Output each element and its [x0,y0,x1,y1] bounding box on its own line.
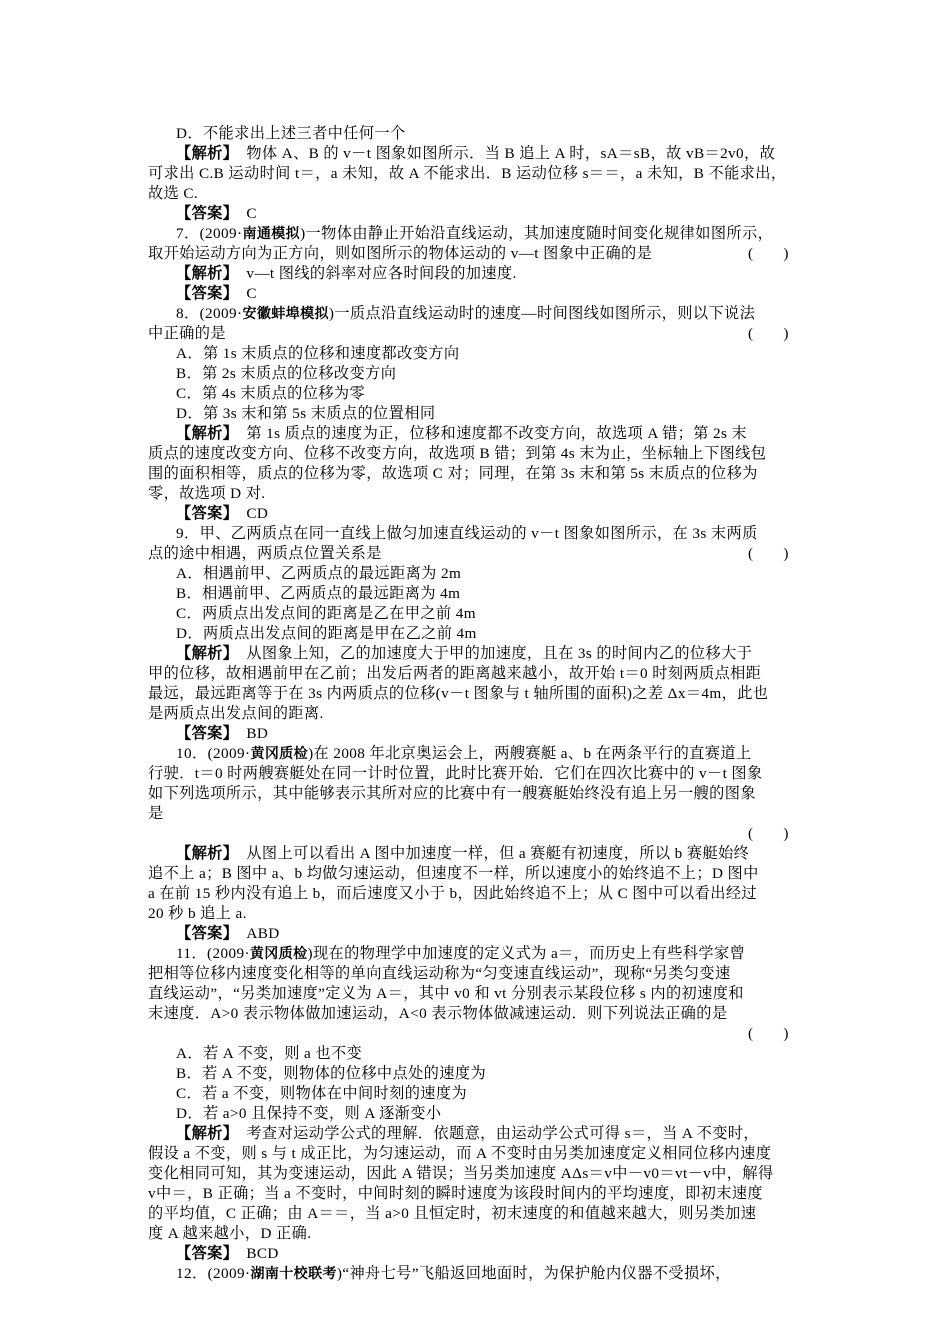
q10-analysis-line: 【解析】 从图上可以看出 A 图中加速度一样，但 a 赛艇有初速度，所以 b 赛艇始终 [176,845,750,862]
q9-stem-line: 点的途中相遇，两质点位置关系是 [148,545,382,562]
q11-analysis-line: 变化相同可知，其为变速运动，因此 A 错误；当另类加速度 AΔs＝v中－v0＝vt－v中，解得 [148,1165,774,1182]
q11-stem-line: 末速度．A>0 表示物体做加速运动，A<0 表示物体做减速运动．则下列说法正确的是 [148,1005,728,1022]
q11-analysis-line: 的平均值，C 正确；由 A＝＝，当 a>0 且恒定时，初末速度的和值越来越大，则另类加速 [148,1205,757,1222]
q11-analysis-line: 假设 a 不变，则 s 与 t 成正比，为匀速运动，而 A 不变时由另类加速度定义相同位移内速度 [148,1145,772,1162]
q11-option: C．若 a 不变，则物体在中间时刻的速度为 [176,1085,468,1102]
q11-answer: 【答案】 BCD [176,1245,279,1262]
q9-option: C．两质点出发点间的距离是乙在甲之前 4m [176,605,476,622]
q11-stem-line: 把相等位移内速度变化相等的单向直线运动称为“匀变速直线运动”，现称“另类匀变速 [148,965,731,982]
q8-analysis-line: 零，故选项 D 对. [148,485,266,502]
q8-option: B．第 2s 末质点的位移改变方向 [176,365,397,382]
q11-stem-line: 直线运动”，“另类加速度”定义为 A＝，其中 v0 和 vt 分别表示某段位移 s 内的初速度和 [148,985,744,1002]
q9-option: A．相遇前甲、乙两质点的最远距离为 2m [176,565,462,582]
q6-analysis-line: 【解析】 物体 A、B 的 v－t 图象如图所示．当 B 追上 A 时，sA＝sB，故 vB＝2v0，故 [176,145,776,162]
q8-analysis-line: 围的面积相等，质点的位移为零，故选项 C 对；同理，在第 3s 末和第 5s 末质点的位移为 [148,465,758,482]
q6-answer: 【答案】 C [176,205,257,222]
q10-answer: 【答案】 ABD [176,925,280,942]
q8-option: D．第 3s 末和第 5s 末质点的位置相同 [176,405,436,422]
q11-option: D．若 a>0 且保持不变，则 A 逐渐变小 [176,1105,442,1122]
q9-analysis-line: 是两质点出发点间的距离. [148,705,324,722]
q10-stem-line: 是 [148,805,164,822]
q9-stem-line: 9．甲、乙两质点在同一直线上做匀加速直线运动的 v－t 图象如图所示，在 3s 末两质 [176,525,758,542]
q11-option: B．若 A 不变，则物体的位移中点处的速度为 [176,1065,487,1082]
q10-analysis-line: 20 秒 b 追上 a. [148,905,247,922]
q9-answer: 【答案】 BD [176,725,269,742]
answer-blank: ( ) [748,825,789,842]
q7-source: 南通模拟 [242,226,301,242]
q9-option: D．两质点出发点间的距离是甲在乙之前 4m [176,625,477,642]
q9-option: B．相遇前甲、乙两质点的最远距离为 4m [176,585,461,602]
q11-analysis-line: v中＝，B 正确；当 a 不变时，中间时刻的瞬时速度为该段时间内的平均速度，即初末速度 [148,1185,763,1202]
q12-stem-line: 12．(2009·湖南十校联考)“神舟七号”飞船返回地面时，为保护舱内仪器不受损坏， [176,1265,731,1282]
q11-stem-line: 11．(2009·黄冈质检)现在的物理学中加速度的定义式为 a＝，而历史上有些科学家曾 [176,945,746,962]
q8-option: C．第 4s 末质点的位移为零 [176,385,366,402]
q11-source: 黄冈质检 [249,946,308,962]
q10-stem-line: 如下列选项所示，其中能够表示其所对应的比赛中有一艘赛艇始终没有追上另一艘的图象 [148,785,756,802]
q10-analysis-line: 追不上 a；B 图中 a、b 均做匀速运动，但速度不一样，所以速度小的始终追不上；D 图中 [148,865,759,882]
q6-option-d: D．不能求出上述三者中任何一个 [176,125,406,142]
q7-stem-line: 取开始运动方向为正方向，则如图所示的物体运动的 v—t 图象中正确的是 [148,245,653,262]
q8-analysis-line: 【解析】 第 1s 质点的速度为正，位移和速度都不改变方向，故选项 A 错；第 2s 末 [176,425,748,442]
analysis-tag: 【解析】 [176,145,231,162]
answer-blank: ( ) [748,245,789,262]
q9-analysis-line: 【解析】 从图象上知，乙的加速度大于甲的加速度，且在 3s 的时间内乙的位移大于 [176,645,753,662]
q6-analysis-line: 可求出 C.B 运动时间 t＝，a 未知，故 A 不能求出．B 运动位移 s＝＝，a 未知，B 不能求出， [148,165,787,182]
q9-analysis-line: 最远，最远距离等于在 3s 内两质点的位移(v－t 图象与 t 轴所围的面积)之差 Δx＝4m，此也 [148,685,769,702]
answer-blank: ( ) [748,325,789,342]
q10-stem-line: 10．(2009·黄冈质检)在 2008 年北京奥运会上，两艘赛艇 a、b 在两条平行的直赛道上 [176,745,752,762]
q8-answer: 【答案】 CD [176,505,269,522]
q12-source: 湖南十校联考 [250,1266,337,1282]
answer-blank: ( ) [748,1025,789,1042]
q8-stem-line: 8．(2009·安徽蚌埠模拟)一质点沿直线运动时的速度—时间图线如图所示，则以下说法 [176,305,756,322]
q7-stem-line: 7．(2009·南通模拟)一物体由静止开始沿直线运动，其加速度随时间变化规律如图所示， [176,225,774,242]
q11-analysis-line: 【解析】 考查对运动学公式的理解．依题意，由运动学公式可得 s＝，当 A 不变时， [176,1125,759,1142]
q6-analysis-line: 故选 C. [148,185,199,202]
answer-blank: ( ) [748,545,789,562]
q10-analysis-line: a 在前 15 秒内没有追上 b，而后速度又小于 b，因此始终追不上；从 C 图中可以看出经过 [148,885,757,902]
q9-analysis-line: 甲的位移，故相遇前甲在乙前；出发后两者的距离越来越小，故开始 t＝0 时刻两质点相距 [148,665,762,682]
q7-analysis: 【解析】 v—t 图线的斜率对应各时间段的加速度. [176,265,517,282]
q11-analysis-line: 度 A 越来越小，D 正确. [148,1225,312,1242]
q8-source: 安徽蚌埠模拟 [242,306,329,322]
q8-stem-line: 中正确的是 [148,325,226,342]
q11-option: A．若 A 不变，则 a 也不变 [176,1045,363,1062]
q10-stem-line: 行驶．t＝0 时两艘赛艇处在同一计时位置，此时比赛开始．它们在四次比赛中的 v－t 图象 [148,765,763,782]
q8-analysis-line: 质点的速度改变方向、位移不改变方向，故选项 B 错；到第 4s 末为止，坐标轴上下图线包 [148,445,767,462]
q10-source: 黄冈质检 [250,746,309,762]
q7-answer: 【答案】 C [176,285,257,302]
q8-option: A．第 1s 末质点的位移和速度都改变方向 [176,345,460,362]
answer-tag: 【答案】 [176,205,231,222]
